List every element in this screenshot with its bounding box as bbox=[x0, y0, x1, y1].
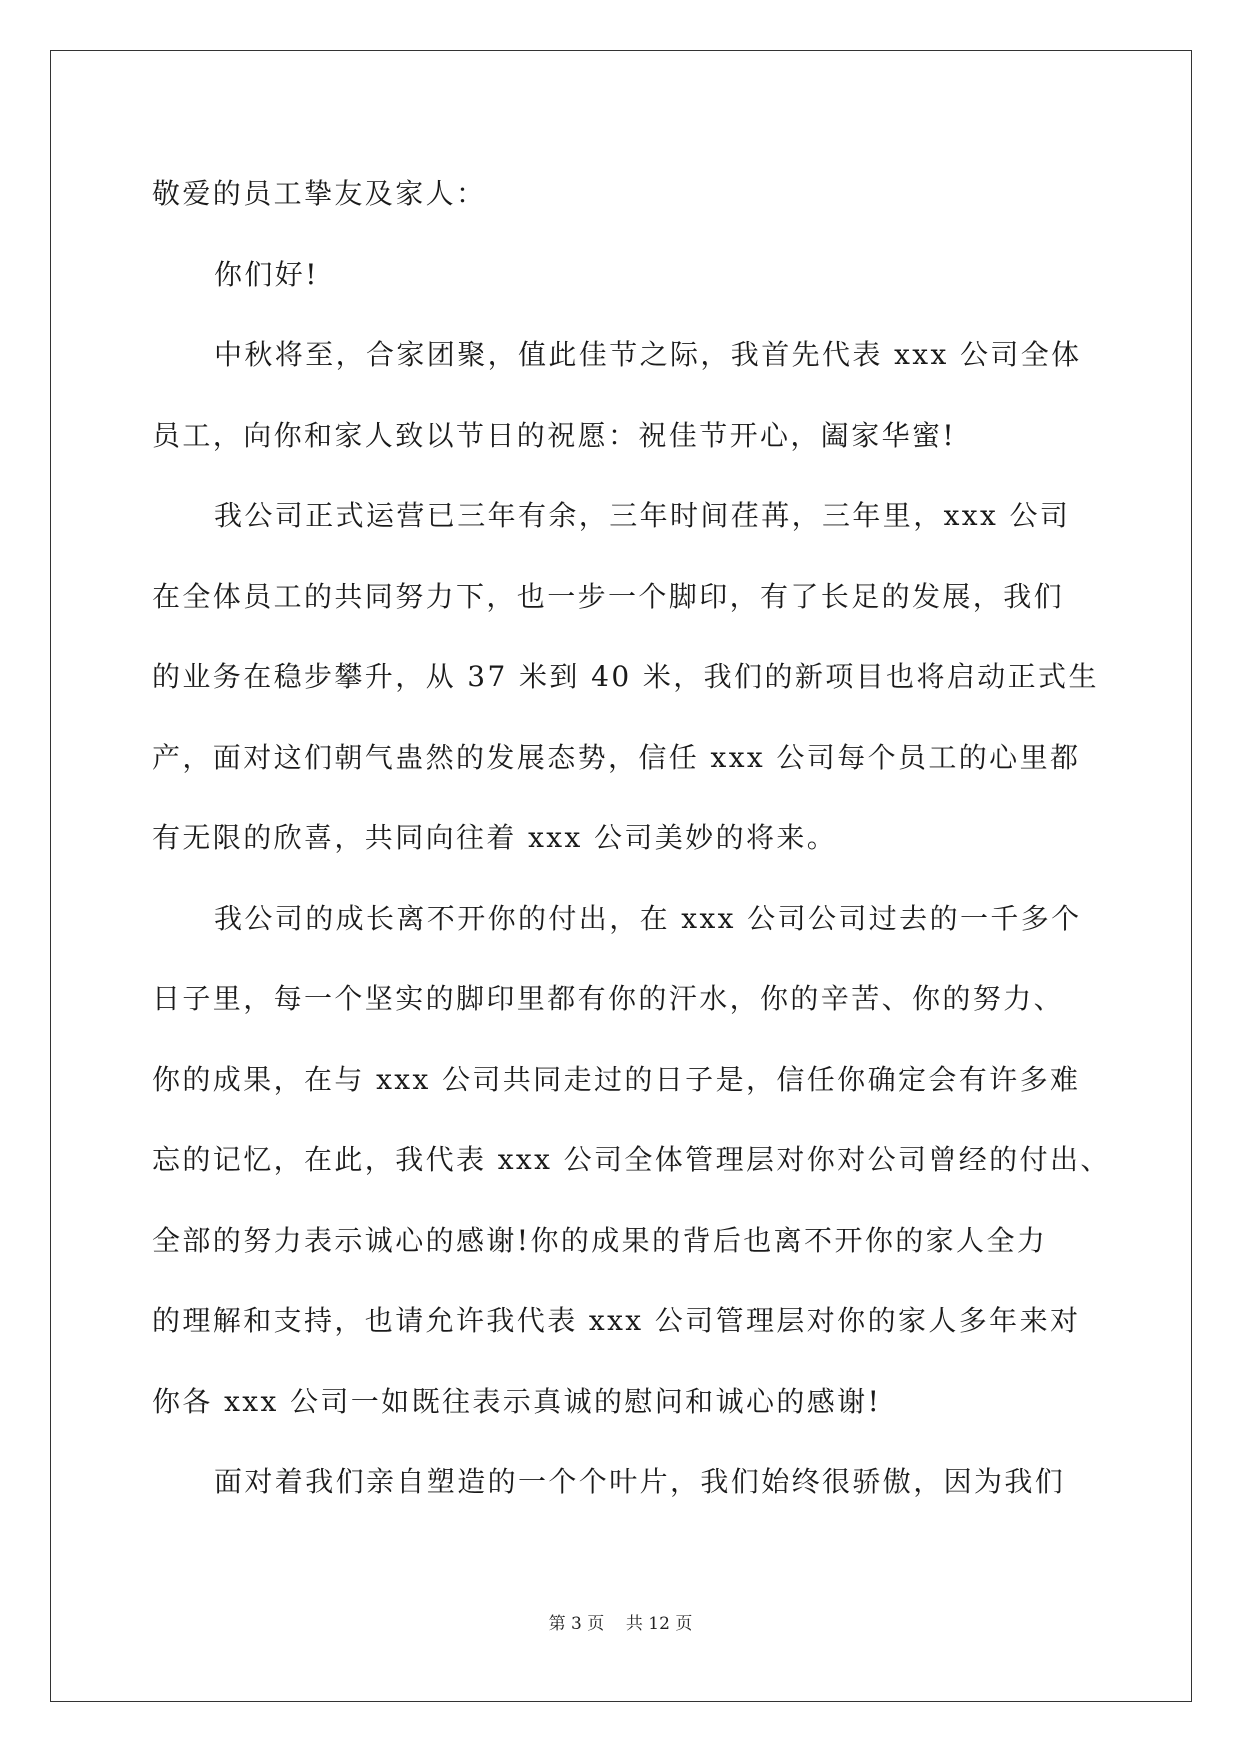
text-line: 你的成果，在与 xxx 公司共同走过的日子是，信任你确定会有许多难 bbox=[152, 1062, 1081, 1096]
text-line: 中秋将至，合家团聚，值此佳节之际，我首先代表 xxx 公司全体 bbox=[214, 338, 1082, 371]
text-line: 产，面对这们朝气蛊然的发展态势，信任 xxx 公司每个员工的心里都 bbox=[152, 740, 1081, 774]
footer-gap bbox=[604, 1614, 626, 1634]
text-line: 我公司正式运营已三年有余，三年时间荏苒，三年里，xxx 公司 bbox=[214, 499, 1071, 532]
page-total: 共 12 页 bbox=[625, 1614, 693, 1634]
text-line: 忘的记忆，在此，我代表 xxx 公司全体管理层对你对公司曾经的付出、 bbox=[152, 1143, 1111, 1176]
text-line: 你们好! bbox=[214, 257, 319, 291]
text-line: 敬爱的员工挚友及家人： bbox=[152, 177, 487, 210]
text-line: 的理解和支持，也请允许我代表 xxx 公司管理层对你的家人多年来对 bbox=[152, 1304, 1081, 1337]
text-line: 的业务在稳步攀升，从 37 米到 40 米，我们的新项目也将启动正式生 bbox=[152, 660, 1099, 693]
text-line: 全部的努力表示诚心的感谢!你的成果的背后也离不开你的家人全力 bbox=[152, 1223, 1048, 1257]
text-line: 你各 xxx 公司一如既往表示真诚的慰问和诚心的感谢! bbox=[152, 1384, 882, 1418]
text-line: 有无限的欣喜，共同向往着 xxx 公司美妙的将来。 bbox=[152, 821, 838, 854]
text-line: 我公司的成长离不开你的付出，在 xxx 公司公司过去的一千多个 bbox=[214, 901, 1082, 935]
page-number: 第 3 页 bbox=[548, 1614, 605, 1634]
text-line: 在全体员工的共同努力下，也一步一个脚印，有了长足的发展，我们 bbox=[152, 579, 1065, 613]
text-line: 面对着我们亲自塑造的一个个叶片，我们始终很骄傲，因为我们 bbox=[214, 1465, 1066, 1498]
letter-body bbox=[152, 159, 1111, 1528]
text-line: 员工，向你和家人致以节日的祝愿：祝佳节开心，阖家华蜜! bbox=[152, 418, 957, 452]
text-line: 日子里，每一个坚实的脚印里都有你的汗水，你的辛苦、你的努力、 bbox=[152, 982, 1065, 1015]
page-footer bbox=[0, 1612, 1241, 1636]
